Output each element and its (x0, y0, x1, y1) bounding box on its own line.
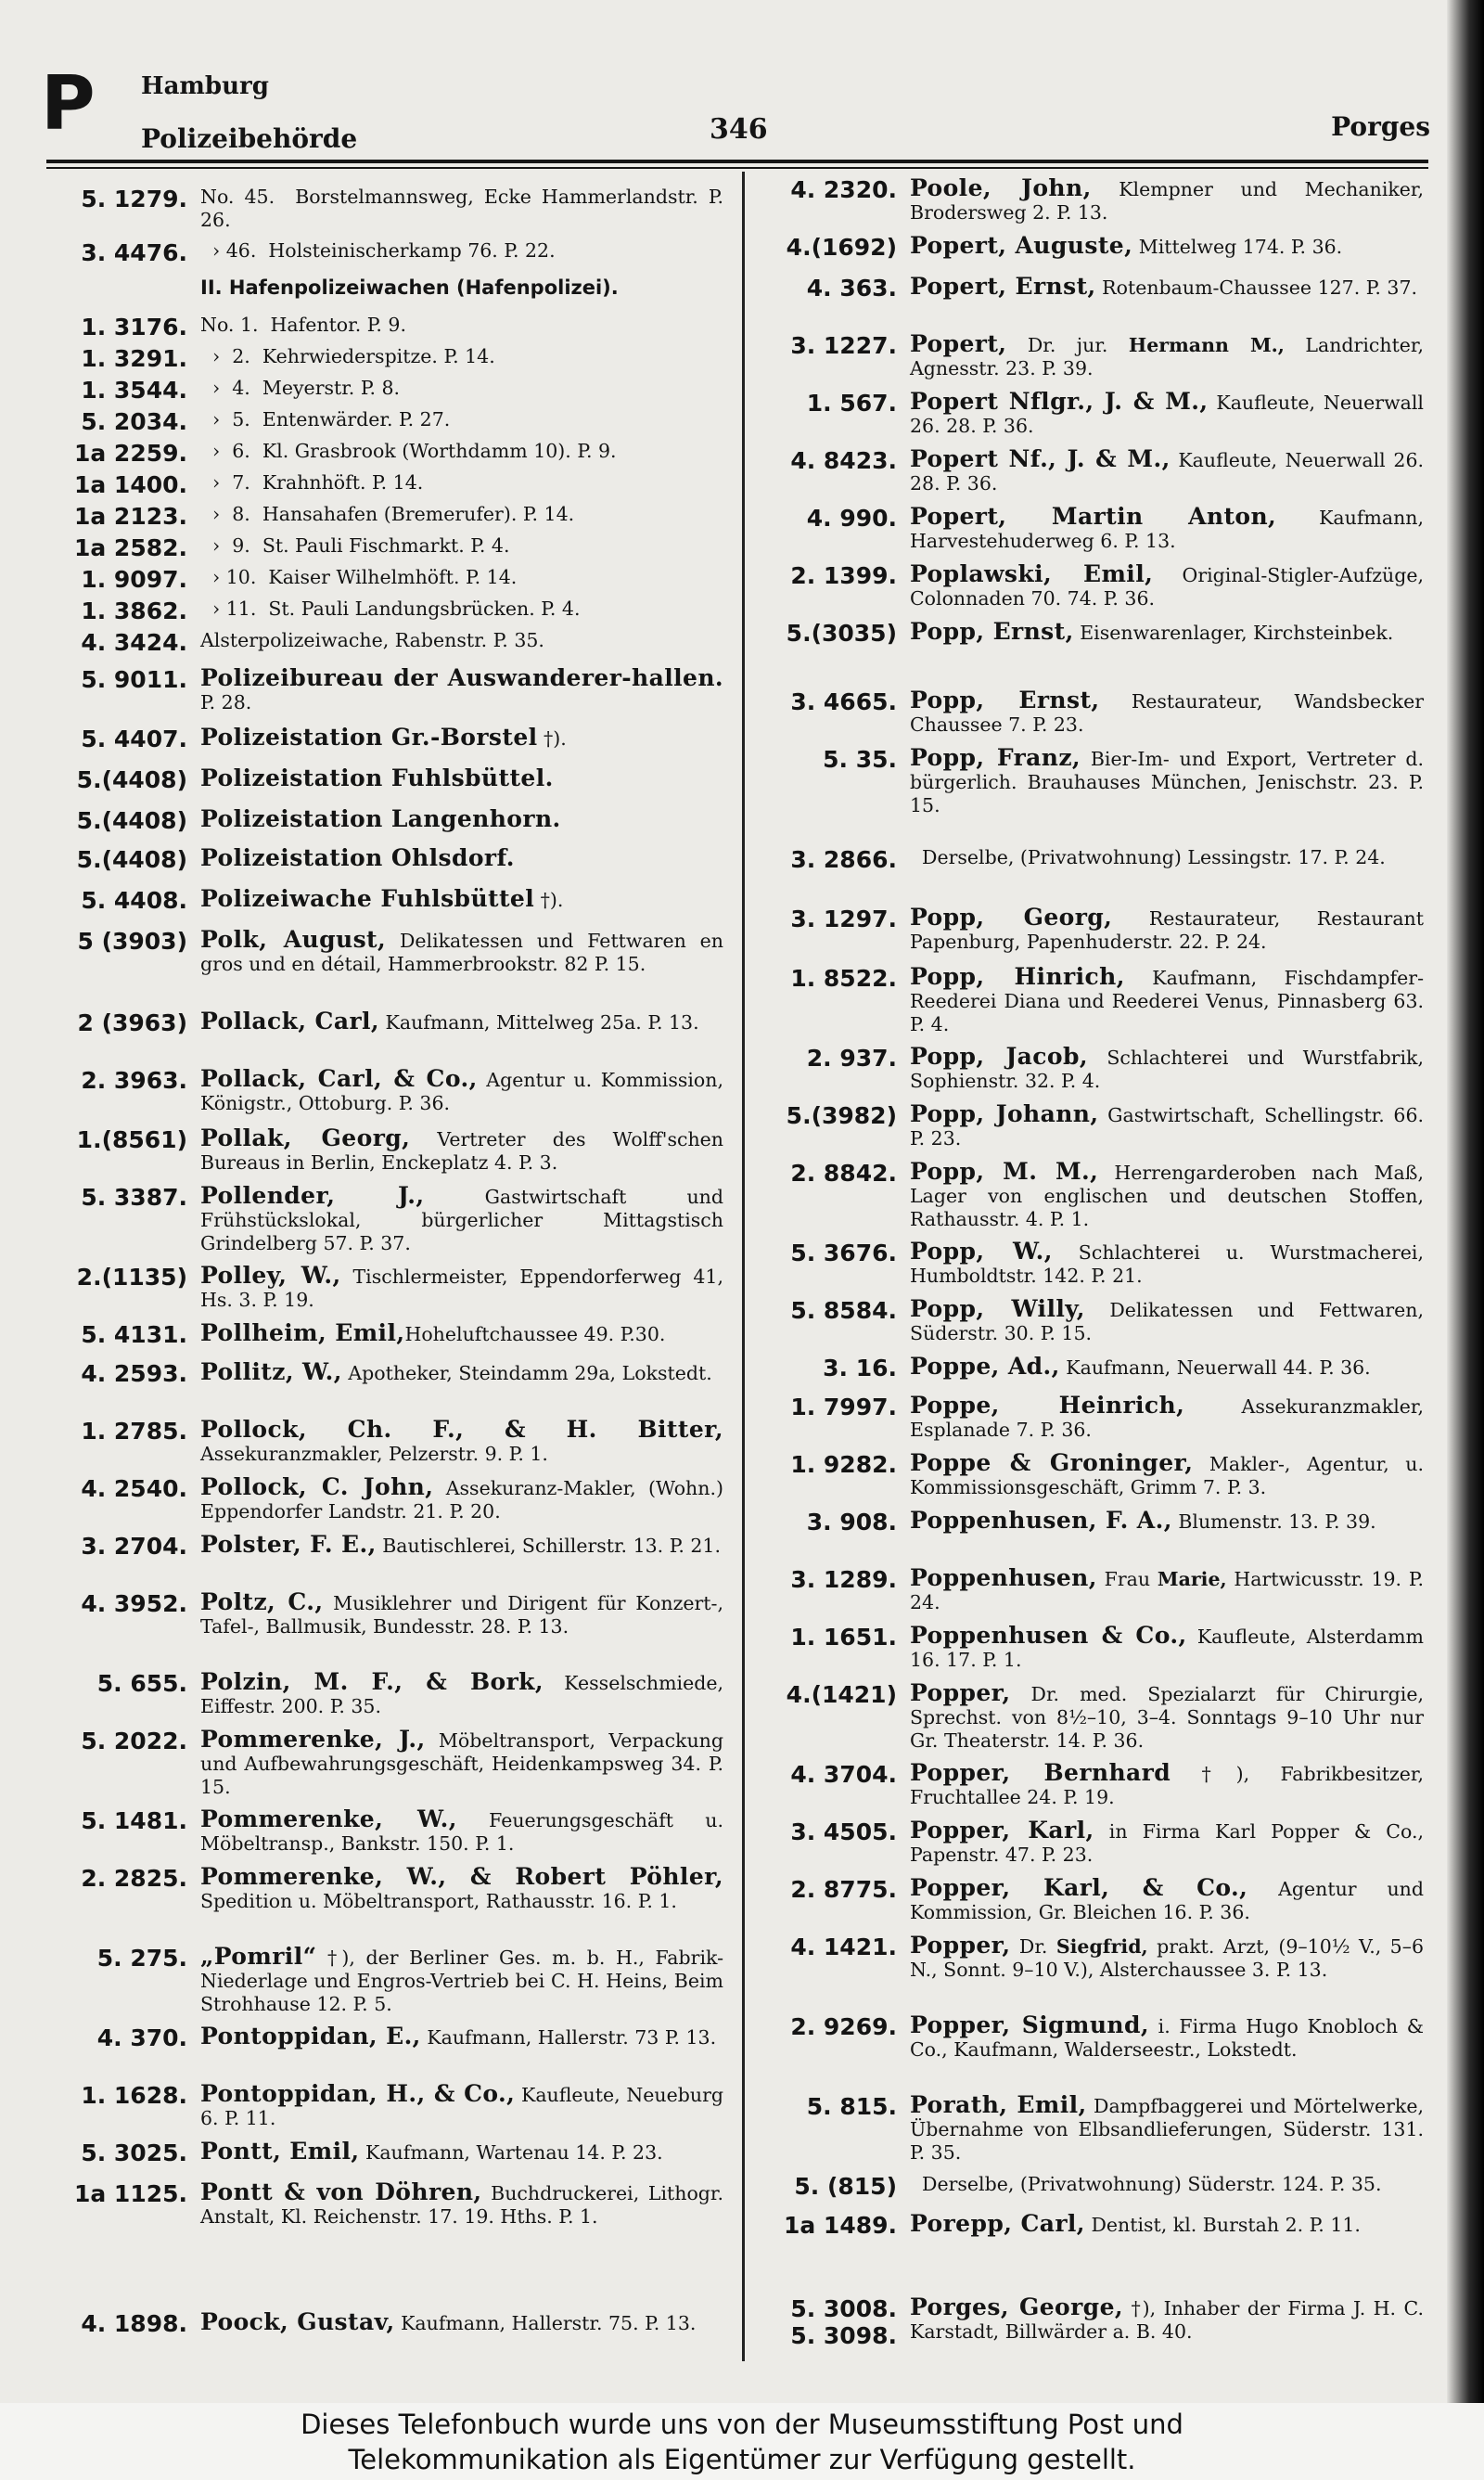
directory-entry (756, 1394, 1424, 1442)
entry-text: › 4. Meyerstr. P. 8. (200, 377, 401, 399)
phone-number: 4. 8423. (790, 447, 897, 474)
entry-text: Alsterpolizeiwache, Rabenstr. P. 35. (200, 629, 544, 651)
directory-entry (46, 314, 723, 341)
phone-number: 3. 4476. (81, 239, 187, 266)
directory-entry (46, 1126, 723, 1175)
directory-entry (46, 807, 723, 834)
directory-entry (46, 471, 723, 498)
directory-entry (756, 2212, 1424, 2239)
directory-entry (756, 390, 1424, 438)
directory-entry (756, 688, 1424, 737)
directory-entry (756, 275, 1424, 302)
directory-entry (46, 2024, 723, 2051)
phone-number: 1. 567. (806, 390, 897, 417)
entry-text: › 46. Holsteinischerkamp 76. P. 22. (200, 239, 556, 262)
phone-number: 4. 2593. (81, 1360, 187, 1387)
header-rule (46, 160, 1428, 163)
entry-text: No. 45. Borstelmannsweg, Ecke Hammerlandstr. P. 26. (200, 186, 723, 231)
phone-number: 4. 990. (806, 505, 897, 532)
directory-entry (756, 1045, 1424, 1093)
entry-text: Popper, Dr. med. Spezialarzt für Chirurgie, Sprechst. von 8½–10, 3–4. Sonntags 9–10 Uhr nur Gr. Theaterstr. 14. P. 36. (910, 1679, 1424, 1752)
phone-number: 5.(3982) (786, 1102, 897, 1129)
phone-number: 3. 4505. (790, 1818, 897, 1845)
entry-text: Pommerenke, W., & Robert Pöhler, Spedition u. Möbeltransport, Rathausstr. 16. P. 1. (200, 1863, 723, 1912)
directory-entry (756, 906, 1424, 954)
entry-text: › 7. Krahnhöft. P. 14. (200, 471, 424, 494)
entry-text: No. 1. Hafentor. P. 9. (200, 314, 406, 336)
entry-text: Polk, August, Delikatessen und Fettwaren en gros und en détail, Hammerbrookstr. 82 P. 15. (200, 926, 723, 975)
phone-number: 5. 35. (823, 746, 897, 773)
directory-entry (756, 846, 1424, 873)
entry-text: Pollock, Ch. F., & H. Bitter, Assekuranzmakler, Pelzerstr. 9. P. 1. (200, 1416, 723, 1465)
city-heading: Hamburg (141, 72, 269, 100)
phone-number: 1. 3291. (81, 345, 187, 372)
entry-text: Poppe, Heinrich, Assekuranzmakler, Esplanade 7. P. 36. (910, 1392, 1424, 1441)
entry-text: Pontoppidan, H., & Co., Kaufleute, Neueburg 6. P. 11. (200, 2080, 724, 2129)
phone-number: 1. 3862. (81, 598, 187, 624)
entry-text: Popper, Karl, & Co., Agentur und Kommission, Gr. Bleichen 16. P. 36. (910, 1874, 1424, 1923)
directory-entry (756, 2013, 1424, 2062)
entry-text: Pollak, Georg, Vertreter des Wolff'schen Bureaus in Berlin, Enckeplatz 4. P. 3. (200, 1124, 723, 1174)
entry-text: Pollender, J., Gastwirtschaft und Frühstückslokal, bürgerlicher Mittagstisch Grindelberg 57. P. 37. (200, 1182, 724, 1254)
phone-number: 5. 3025. (81, 2139, 187, 2166)
directory-entry (46, 1590, 723, 1638)
directory-entry (46, 1533, 723, 1560)
entry-text: Popper, Karl, in Firma Karl Popper & Co., Papenstr. 47. P. 23. (910, 1817, 1424, 1866)
phone-number: 4.(1692) (786, 234, 897, 261)
phone-number: 5 (3903) (77, 928, 187, 955)
directory-entry (46, 239, 723, 266)
phone-number: 5. 655. (96, 1670, 187, 1697)
directory-entry (46, 1264, 723, 1312)
directory-entry (756, 1818, 1424, 1867)
directory-entry (46, 276, 723, 300)
entry-text: Pontt & von Döhren, Buchdruckerei, Lithogr. Anstalt, Kl. Reichenstr. 17. 19. Hths. P. 1. (200, 2178, 723, 2228)
directory-entry (756, 965, 1424, 1036)
entry-text: Popper, Bernhard †), Fabrikbesitzer, Fruchtallee 24. P. 19. (910, 1759, 1424, 1808)
directory-entry (46, 566, 723, 593)
phone-number: 2. 8842. (790, 1160, 897, 1187)
entry-text: › 5. Entenwärder. P. 27. (200, 408, 451, 430)
entry-text: Pontoppidan, E., Kaufmann, Hallerstr. 73 P. 13. (200, 2023, 717, 2050)
directory-entry (756, 1566, 1424, 1614)
phone-number: 5. 4408. (81, 887, 187, 914)
directory-entry (756, 1876, 1424, 1924)
phone-number: 3. 2704. (81, 1533, 187, 1560)
entry-text: Popp, Georg, Restaurateur, Restaurant Papenburg, Papenhuderstr. 22. P. 24. (910, 904, 1425, 953)
directory-entry (756, 1451, 1424, 1499)
phone-number: 1a 1125. (73, 2180, 187, 2207)
directory-entry (756, 1681, 1424, 1753)
phone-number: 4. 363. (806, 275, 897, 302)
entry-text: Pollack, Carl, Kaufmann, Mittelweg 25a. P. 13. (200, 1008, 699, 1034)
entry-text: › 10. Kaiser Wilhelmhöft. P. 14. (200, 566, 518, 588)
phone-number: 1a 2123. (73, 503, 187, 530)
phone-number: 3. 1227. (790, 332, 897, 359)
directory-entry (46, 887, 723, 914)
entry-text: Polizeiwache Fuhlsbüttel †). (200, 885, 564, 912)
directory-entry (756, 1761, 1424, 1809)
entry-text: Pontt, Emil, Kaufmann, Wartenau 14. P. 23. (200, 2138, 663, 2165)
directory-entry (756, 1624, 1424, 1672)
entry-text: Pollack, Carl, & Co., Agentur u. Kommission, Königstr., Ottoburg. P. 36. (200, 1065, 723, 1114)
directory-entry (46, 629, 723, 656)
entry-text: Popper, Dr. Siegfrid, prakt. Arzt, (9–10½ V., 5–6 N., Sonnt. 9–10 V.), Alsterchaussee 3. P. 13. (910, 1932, 1424, 1981)
directory-entry (46, 377, 723, 404)
phone-number: 1. 2785. (81, 1418, 187, 1445)
directory-entry (756, 1102, 1424, 1150)
entry-text: Polizeibureau der Auswanderer-hallen. P. 28. (200, 664, 723, 713)
directory-entry (46, 1728, 723, 1799)
phone-number: 2. 1399. (790, 562, 897, 589)
phone-number: 1. 7997. (790, 1394, 897, 1420)
directory-entry (46, 928, 723, 976)
directory-entry (46, 2082, 723, 2130)
phone-number: 5.(4408) (76, 766, 187, 793)
directory-entry (46, 2180, 723, 2229)
directory-entry (756, 562, 1424, 610)
directory-entry (46, 1945, 723, 2016)
directory-entry (46, 846, 723, 873)
phone-number: 1. 9097. (81, 566, 187, 593)
entry-text: Pollitz, W., Apotheker, Steindamm 29a, Lokstedt. (200, 1358, 712, 1385)
entry-text: Poplawski, Emil, Original-Stigler-Aufzüge, Colonnaden 70. 74. P. 36. (910, 560, 1425, 610)
entry-text: Poock, Gustav, Kaufmann, Hallerstr. 75. P. 13. (200, 2308, 697, 2335)
phone-number: 1a 1489. (783, 2212, 897, 2239)
phone-number: 5. 275. (96, 1945, 187, 1972)
entry-text: Poppe & Groninger, Makler-, Agentur, u. Kommissionsgeschäft, Grimm 7. P. 3. (910, 1449, 1424, 1498)
entry-text: › 8. Hansahafen (Bremerufer). P. 14. (200, 503, 575, 525)
directory-entry (46, 666, 723, 714)
column-divider (742, 172, 745, 2361)
directory-entry (756, 746, 1424, 817)
entry-text: Porepp, Carl, Dentist, kl. Burstah 2. P. 11. (910, 2210, 1361, 2237)
entry-text: Popp, Ernst, Eisenwarenlager, Kirchsteinbek. (910, 618, 1394, 645)
phone-number: 1a 2582. (73, 534, 187, 561)
header-rule-thin (46, 167, 1428, 169)
entry-text: Pollock, C. John, Assekuranz-Makler, (Wohn.) Eppendorfer Landstr. 21. P. 20. (200, 1473, 723, 1523)
directory-entry (756, 2295, 1424, 2349)
directory-entry (46, 1418, 723, 1466)
directory-entry (46, 440, 723, 467)
entry-text: Porges, George, †), Inhaber der Firma J. H. C. Karstadt, Billwärder a. B. 40. (910, 2294, 1424, 2343)
entry-text: Derselbe, (Privatwohnung) Lessingstr. 17. P. 24. (910, 846, 1386, 868)
phone-number: 3. 4665. (790, 688, 897, 715)
phone-number: 1. 3544. (81, 377, 187, 404)
phone-number: 4. 3952. (81, 1590, 187, 1617)
entry-text: › 11. St. Pauli Landungsbrücken. P. 4. (200, 598, 581, 620)
directory-entry (46, 1670, 723, 1718)
phone-number: 5. 1481. (81, 1807, 187, 1834)
phone-number: 4. 2320. (790, 176, 897, 203)
directory-entry (46, 1807, 723, 1856)
directory-entry (46, 2139, 723, 2166)
phone-number: 3. 1297. (790, 906, 897, 932)
phone-number: 1. 1651. (790, 1624, 897, 1651)
entry-text: › 2. Kehrwiederspitze. P. 14. (200, 345, 495, 367)
entry-text: Polster, F. E., Bautischlerei, Schillerstr. 13. P. 21. (200, 1531, 721, 1558)
phone-number: 5. 3387. (81, 1184, 187, 1211)
directory-entry (46, 726, 723, 752)
entry-text: Pommerenke, J., Möbeltransport, Verpackung und Aufbewahrungsgeschäft, Heidenkampsweg 34. P. 15. (200, 1726, 723, 1798)
phone-number: 2. 2825. (81, 1865, 187, 1892)
directory-entry (46, 1067, 723, 1115)
entry-text: Popert Nf., J. & M., Kaufleute, Neuerwall 26. 28. P. 36. (910, 445, 1424, 495)
directory-entry (756, 620, 1424, 647)
phone-number: 5. 3008. 5. 3098. (790, 2295, 897, 2349)
phone-number: 3. 1289. (790, 1566, 897, 1593)
entry-text: II. Hafenpolizeiwachen (Hafenpolizei). (200, 276, 619, 299)
footer-line-1: Dieses Telefonbuch wurde uns von der Museumsstiftung Post und (301, 2409, 1183, 2440)
directory-entry (756, 447, 1424, 495)
phone-number: 4. 370. (96, 2024, 187, 2051)
entry-text: › 6. Kl. Grasbrook (Worthdamm 10). P. 9. (200, 440, 617, 462)
entry-text: Poppenhusen, Frau Marie, Hartwicusstr. 19. P. 24. (910, 1564, 1424, 1613)
phone-number: 1. 9282. (790, 1451, 897, 1478)
phone-number: 4.(1421) (786, 1681, 897, 1708)
phone-number: 2 (3963) (77, 1009, 187, 1036)
phone-number: 1a 1400. (73, 471, 187, 498)
phone-number: 4. 3424. (81, 629, 187, 656)
directory-entry (46, 1184, 723, 1255)
directory-entry (46, 1475, 723, 1523)
directory-entry (756, 1240, 1424, 1288)
directory-entry (46, 534, 723, 561)
phone-number: 4. 1898. (81, 2310, 187, 2337)
directory-entry (46, 2310, 723, 2337)
entry-text: Poltz, C., Musiklehrer und Dirigent für Konzert-, Tafel-, Ballmusik, Bundesstr. 28. P. 13. (200, 1588, 723, 1638)
phone-number: 5.(3035) (786, 620, 897, 647)
directory-entry (756, 1934, 1424, 1982)
phone-number: 5. 8584. (790, 1297, 897, 1324)
entry-text: Popp, Johann, Gastwirtschaft, Schellingstr. 66. P. 23. (910, 1100, 1425, 1150)
entry-text: Poppenhusen, F. A., Blumenstr. 13. P. 39. (910, 1507, 1376, 1534)
page-number: 346 (710, 113, 768, 146)
phone-number: 4. 3704. (790, 1761, 897, 1788)
phone-number: 5.(4408) (76, 846, 187, 873)
directory-entry (46, 1865, 723, 1913)
phone-number: 5. 2022. (81, 1728, 187, 1754)
directory-entry (46, 408, 723, 435)
entry-text: Poppe, Ad., Kaufmann, Neuerwall 44. P. 36. (910, 1353, 1371, 1380)
entry-text: Polizeistation Langenhorn. (200, 805, 561, 832)
entry-text: Popp, Jacob, Schlachterei und Wurstfabrik, Sophienstr. 32. P. 4. (910, 1043, 1424, 1092)
phone-number: 5. 815. (806, 2093, 897, 2120)
entry-text: › 9. St. Pauli Fischmarkt. P. 4. (200, 534, 510, 557)
entry-text: Poppenhusen & Co., Kaufleute, Alsterdamm 16. 17. P. 1. (910, 1622, 1424, 1671)
entry-text: Polizeistation Gr.-Borstel †). (200, 724, 567, 751)
section-letter: P (41, 60, 96, 147)
directory-entry (46, 1321, 723, 1348)
directory-entry (756, 1355, 1424, 1381)
entry-text: Poole, John, Klempner und Mechaniker, Brodersweg 2. P. 13. (910, 174, 1424, 224)
phone-number: 2. 937. (806, 1045, 897, 1072)
phone-number: 3. 2866. (790, 846, 897, 873)
phone-number: 5. 1279. (81, 186, 187, 212)
phone-number: 4. 2540. (81, 1475, 187, 1502)
phone-number: 1.(8561) (76, 1126, 187, 1153)
directory-entry (756, 176, 1424, 225)
directory-entry (46, 598, 723, 624)
phone-number: 5. 9011. (81, 666, 187, 693)
phone-number: 4. 1421. (790, 1934, 897, 1960)
phone-number: 5. 2034. (81, 408, 187, 435)
phone-number: 3. 16. (823, 1355, 897, 1381)
phone-number: 5. (815) (794, 2173, 897, 2200)
entry-text: Popert, Ernst, Rotenbaum-Chaussee 127. P. 37. (910, 273, 1418, 300)
entry-text: Polizeistation Fuhlsbüttel. (200, 765, 554, 791)
directory-entry (46, 503, 723, 530)
directory-entry (756, 234, 1424, 261)
entry-text: Popp, M. M., Herrengarderoben nach Maß, Lager von englischen und deutschen Stoffen, Rathausstr. 4. P. 1. (910, 1158, 1424, 1230)
phone-number: 1. 1628. (81, 2082, 187, 2109)
phone-number: 5. 4131. (81, 1321, 187, 1348)
directory-entry (46, 1360, 723, 1387)
entry-text: Popp, Willy, Delikatessen und Fettwaren, Süderstr. 30. P. 15. (910, 1295, 1425, 1344)
directory-entry (46, 345, 723, 372)
section-heading: Polizeibehörde (141, 123, 358, 154)
running-head: Porges (1331, 111, 1430, 142)
directory-entry (46, 186, 723, 232)
phone-number: 3. 908. (806, 1509, 897, 1536)
entry-text: Popp, Hinrich, Kaufmann, Fischdampfer-Reederei Diana und Reederei Venus, Pinnasberg 63. P. 4. (910, 963, 1424, 1035)
entry-text: Derselbe, (Privatwohnung) Süderstr. 124. P. 35. (910, 2173, 1382, 2195)
directory-entry (756, 1160, 1424, 1231)
entry-text: Popper, Sigmund, i. Firma Hugo Knobloch & Co., Kaufmann, Walderseestr., Lokstedt. (910, 2011, 1424, 2061)
directory-entry (756, 505, 1424, 553)
entry-text: Polley, W., Tischlermeister, Eppendorferweg 41, Hs. 3. P. 19. (200, 1262, 723, 1311)
phone-number: 2. 9269. (790, 2013, 897, 2040)
entry-text: Popp, W., Schlachterei u. Wurstmacherei, Humboldtstr. 142. P. 21. (910, 1238, 1424, 1287)
entry-text: Popp, Franz, Bier-Im- und Export, Vertreter d. bürgerlich. Brauhauses München, Jenischstr. 23. P. 15. (910, 744, 1425, 816)
entry-text: „Pomril“ †), der Berliner Ges. m. b. H., Fabrik-Niederlage und Engros-Vertrieb bei C. H. Heins, Beim Strohhause 12. P. 5. (200, 1943, 723, 2015)
phone-number: 2. 3963. (81, 1067, 187, 1094)
entry-text: Pommerenke, W., Feuerungsgeschäft u. Möbeltransp., Bankstr. 150. P. 1. (200, 1805, 723, 1855)
directory-entry (46, 1009, 723, 1036)
entry-text: Popert, Martin Anton, Kaufmann, Harvestehuderweg 6. P. 13. (910, 503, 1424, 552)
entry-text: Polzin, M. F., & Bork, Kesselschmiede, Eiffestr. 200. P. 35. (200, 1668, 723, 1717)
phone-number: 2. 8775. (790, 1876, 897, 1903)
directory-entry (756, 1509, 1424, 1536)
phone-number: 5. 4407. (81, 726, 187, 752)
entry-text: Popert, Auguste, Mittelweg 174. P. 36. (910, 232, 1343, 259)
directory-entry (756, 332, 1424, 380)
entry-text: Popert Nflgr., J. & M., Kaufleute, Neuerwall 26. 28. P. 36. (910, 388, 1424, 437)
directory-entry (756, 2093, 1424, 2165)
footer-line-2: Telekommunikation als Eigentümer zur Verfügung gestellt. (348, 2444, 1136, 2475)
phone-number: 5.(4408) (76, 807, 187, 834)
phone-number: 1. 8522. (790, 965, 897, 992)
phone-number: 1a 2259. (73, 440, 187, 467)
directory-entry (46, 766, 723, 793)
entry-text: Polizeistation Ohlsdorf. (200, 844, 515, 871)
phone-number: 2.(1135) (76, 1264, 187, 1291)
directory-entry (756, 2173, 1424, 2200)
entry-text: Popert, Dr. jur. Hermann M., Landrichter, Agnesstr. 23. P. 39. (910, 330, 1425, 379)
entry-text: Pollheim, Emil,Hoheluftchaussee 49. P.30. (200, 1319, 666, 1346)
phone-number: 5. 3676. (790, 1240, 897, 1266)
phone-number: 1. 3176. (81, 314, 187, 341)
entry-text: Popp, Ernst, Restaurateur, Wandsbecker Chaussee 7. P. 23. (910, 687, 1425, 736)
entry-text: Porath, Emil, Dampfbaggerei und Mörtelwerke, Übernahme von Elbsandlieferungen, Süderstr. 131. P. 35. (910, 2091, 1424, 2164)
directory-entry (756, 1297, 1424, 1345)
footer-notice (0, 2403, 1484, 2480)
